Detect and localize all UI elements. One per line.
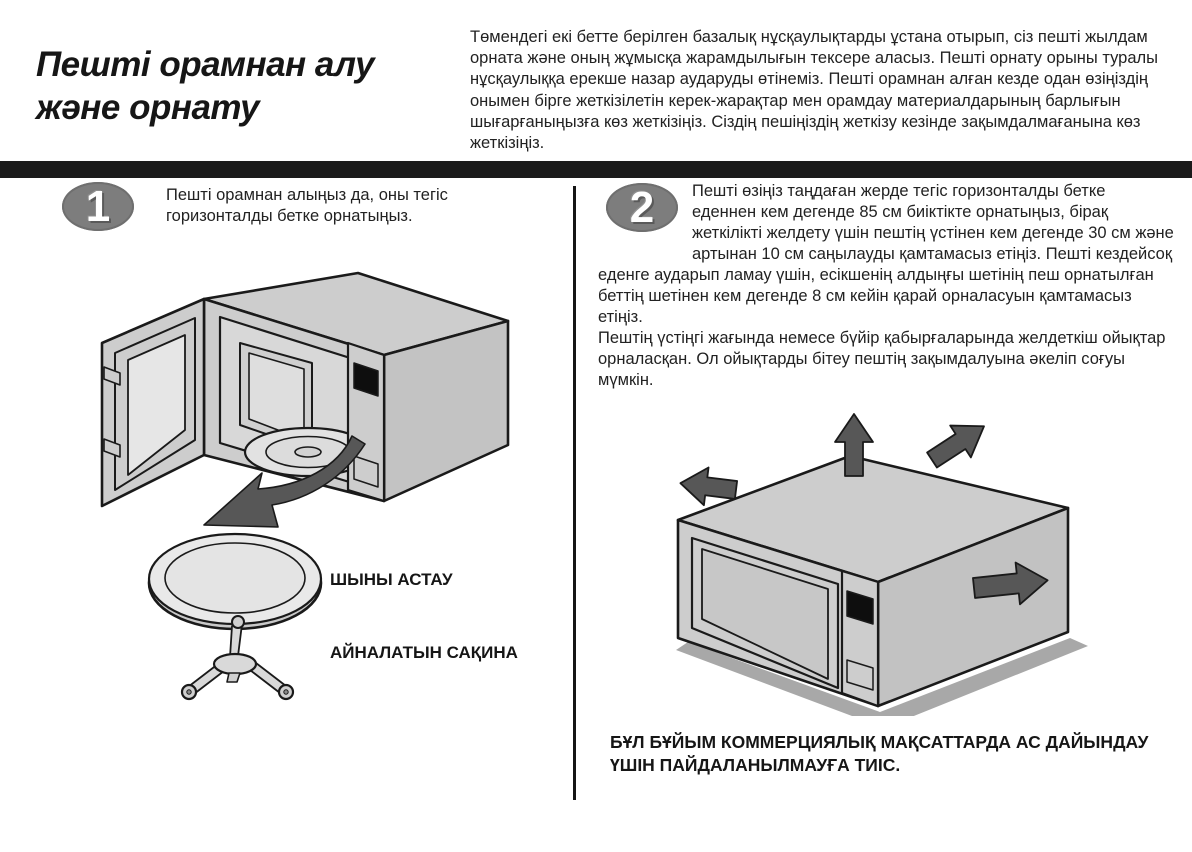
step1-text: Пешті орамнан алыңыз да, оны тегіс горизонталды бетке орнатыңыз.	[166, 186, 448, 225]
header-divider-band	[0, 161, 1192, 178]
step2-number-badge	[606, 183, 678, 232]
microwave-vents-illustration	[636, 398, 1114, 716]
step2-section	[598, 181, 1174, 391]
step1-number: 1	[85, 181, 111, 231]
roller-ring-icon	[176, 612, 302, 704]
column-divider-line	[573, 186, 576, 800]
intro-paragraph: Төмендегі екі бетте берілген базалық нұсқаулықтарды ұстана отырып, сіз пешті жылдам орната және оның жұмысқа жарамдылығын тексере аласыз. Пешті орнату орыны туралы нұсқаулыққа ерекше назар аударуды өтінеміз. Пешті орамнан алған кезде одан өзіңіздің онымен бірге жеткізілетін керек-жарақтар мен орамдау материалдарының барлығын шығарғаныңызға көз жеткізіңіз. Сіздің пешіңіздің жеткізу кезінде зақымдалмағанына көз жеткізіңіз.	[470, 28, 1159, 153]
glass-tray-label: ШЫНЫ АСТАУ	[330, 570, 453, 589]
roller-ring-label: АЙНАЛАТЫН САҚИНА	[330, 643, 518, 662]
step1-header	[62, 182, 532, 231]
page-title	[36, 44, 456, 129]
step2-number: 2	[629, 182, 655, 232]
page-title-line1: Пешті орамнан алу	[36, 45, 375, 84]
vent-arrow-up-right-icon	[922, 410, 995, 476]
microwave-open-icon	[52, 243, 530, 531]
page-title-line2: және орнату	[36, 87, 260, 127]
step1-number-badge	[62, 182, 134, 231]
roller-ring-illustration	[176, 612, 302, 704]
commercial-use-warning: БҰЛ БҰЙЫМ КОММЕРЦИЯЛЫҚ МАҚСАТТАРДА АС ДАЙЫНДАУ ҮШІН ПАЙДАЛАНЫЛМАУҒА ТИІС.	[610, 732, 1149, 775]
microwave-vents-icon	[636, 398, 1114, 716]
step2-paragraph1: Пешті өзіңіз таңдаған жерде тегіс горизонталды бетке еденнен кем дегенде 85 см биіктікте орнатыңыз, бірақ жеткілікті желдету үшін пештің үстінен кем дегенде 30 см және артынан 10 см саңылауды қамтамасыз етіңіз. Пешті кездейсоқ еденге аударып ламау үшін, есікшенің алдыңғы шетінің пеш орнатылған беттің шетінен кем дегенде 8 см кейін қарай орналасуын қамтамасыз етіңіз.	[598, 182, 1174, 326]
microwave-open-illustration	[52, 243, 530, 531]
step2-paragraph2: Пештің үстіңгі жағында немесе бүйір қабырғаларында желдеткіш ойықтар орналасқан. Ол ойықтарды бітеу пештің зақымдалуына әкеліп соғуы мүмкін.	[598, 329, 1166, 389]
